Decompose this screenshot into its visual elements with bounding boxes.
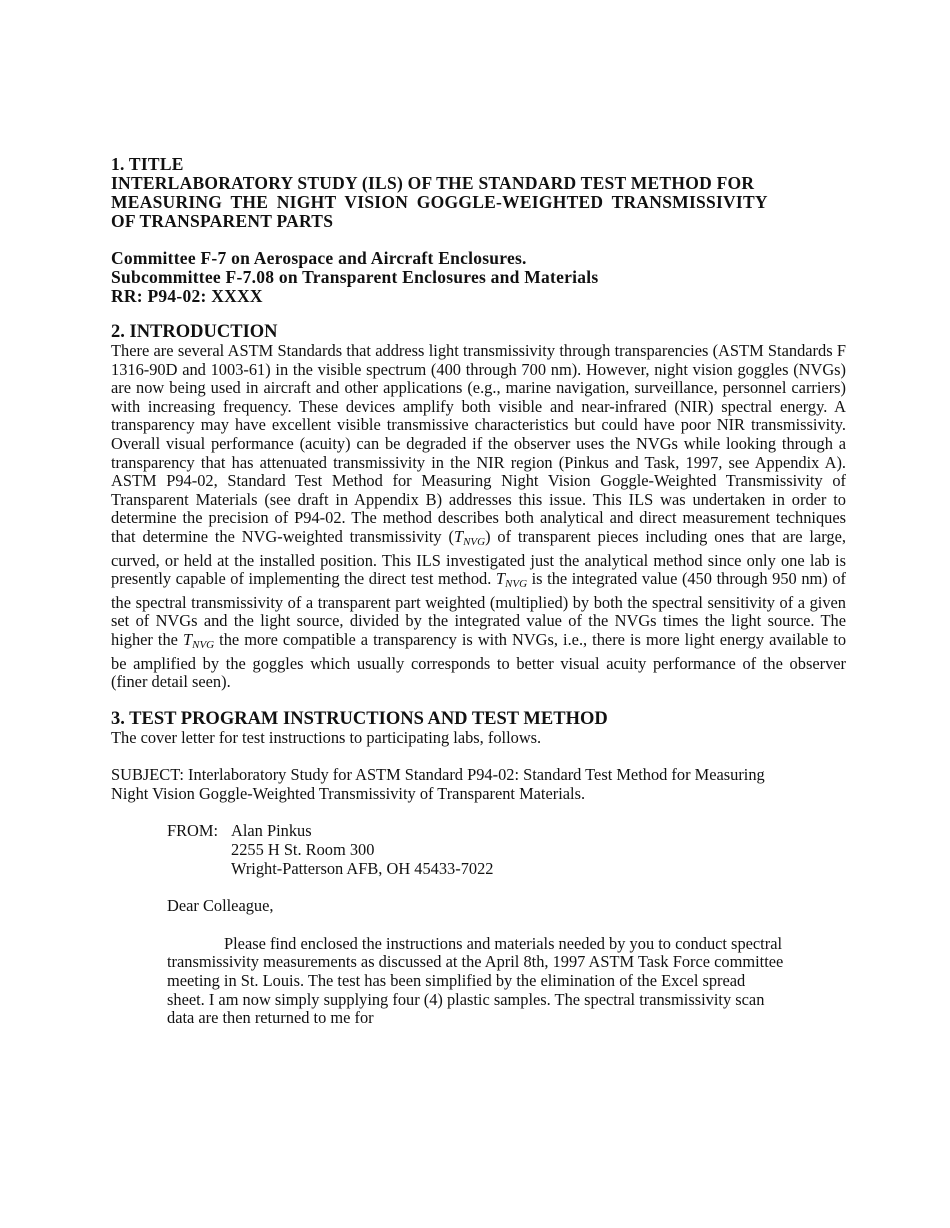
test-program-section (111, 709, 846, 1028)
title-line-1: INTERLABORATORY STUDY (ILS) OF THE STANDARD TEST METHOD FOR (111, 173, 755, 193)
from-address-lines (231, 822, 494, 878)
committee-section (111, 249, 846, 306)
section-3-intro: The cover letter for test instructions to participating labs, follows. (111, 727, 542, 747)
tnvg-symbol: T (453, 526, 464, 546)
from-address (167, 822, 787, 878)
committee-line: Committee F-7 on Aerospace and Aircraft Enclosures. (111, 248, 527, 268)
section-3-heading: 3. TEST PROGRAM INSTRUCTIONS AND TEST METHOD (111, 708, 608, 729)
tnvg-subscript: NVG (463, 535, 486, 548)
introduction-paragraph (111, 342, 846, 692)
from-city: Wright-Patterson AFB, OH 45433-7022 (231, 858, 494, 878)
tnvg-subscript: NVG (192, 638, 215, 651)
from-label: FROM: (167, 821, 219, 841)
title-section (111, 155, 846, 231)
intro-text-part-c: is the integrated value (450 through 950 nm) of the spectral transmissivity of a transparent part weighted (multiplied) by both the spectral sensitivity of a given set of NVGs and the light source, divided by the integrated value of the NVGs times the light source. The higher the (111, 569, 846, 649)
subject-line: SUBJECT: Interlaboratory Study for ASTM Standard P94-02: Standard Test Method for Measuring Night Vision Goggle-Weighted Transmissivity of Transparent Materials. (111, 765, 765, 803)
intro-text-part-b: ) of transparent pieces including ones that are large, curved, or held at the installed position. This ILS investigated just the analytical method since only one lab is presently capable of implementing the direct test method. (111, 526, 846, 589)
from-name: Alan Pinkus (231, 821, 312, 841)
from-street: 2255 H St. Room 300 (231, 840, 375, 860)
intro-text-part-d: the more compatible a transparency is with NVGs, i.e., there is more light energy available to be amplified by the goggles which usually corresponds to better visual acuity performance of the observer (finer detail seen). (111, 629, 847, 692)
title-line-2: MEASURING THE NIGHT VISION GOGGLE-WEIGHTED TRANSMISSIVITY (111, 192, 768, 212)
intro-text-part-a: There are several ASTM Standards that address light transmissivity through transparencies (ASTM Standards F 1316-90D and 1003-61) in the visible spectrum (400 through 700 nm). However, night vision goggles (NVGs) are now being used in aircraft and other applications (e.g., marine navigation, surveillance, personnel carriers) with increasing frequency. These devices amplify both visible and near-infrared (NIR) spectral energy. A transparency may have excellent visible transmissive characteristics but could have poor NIR transmissivity. Overall visual performance (acuity) can be degraded if the observer uses the NVGs while looking through a transparency that has attenuated transmissivity in the NIR region (Pinkus and Task, 1997, see Appendix A). ASTM P94-02, Standard Test Method for Measuring Night Vision Goggle-Weighted Transmissivity of Transparent Materials (see draft in Appendix B) addresses this issue. This ILS was undertaken in order to determine the precision of P94-02. The method describes both analytical and direct measurement techniques that determine the NVG-weighted transmissivity ( (111, 341, 846, 546)
tnvg-subscript: NVG (505, 578, 528, 591)
tnvg-symbol: T (182, 629, 193, 649)
section-1-heading: 1. TITLE (111, 154, 184, 174)
introduction-section (111, 322, 846, 692)
letter-block (167, 822, 787, 1027)
tnvg-symbol: T (495, 569, 506, 589)
subcommittee-line: Subcommittee F-7.08 on Transparent Enclosures and Materials (111, 267, 599, 287)
rr-line: RR: P94-02: XXXX (111, 286, 263, 306)
salutation: Dear Colleague, (167, 896, 274, 916)
document-page (111, 155, 846, 1028)
title-line-3: OF TRANSPARENT PARTS (111, 211, 334, 231)
letter-paragraph: Please find enclosed the instructions and materials needed by you to conduct spectral transmissivity measurements as discussed at the April 8th, 1997 ASTM Task Force committee meeting in St. Louis. The test has been simplified by the elimination of the Excel spread sheet. I am now simply supplying four (4) plastic samples. The spectral transmissivity scan data are then returned to me for (167, 933, 784, 1028)
section-2-heading: 2. INTRODUCTION (111, 322, 278, 342)
